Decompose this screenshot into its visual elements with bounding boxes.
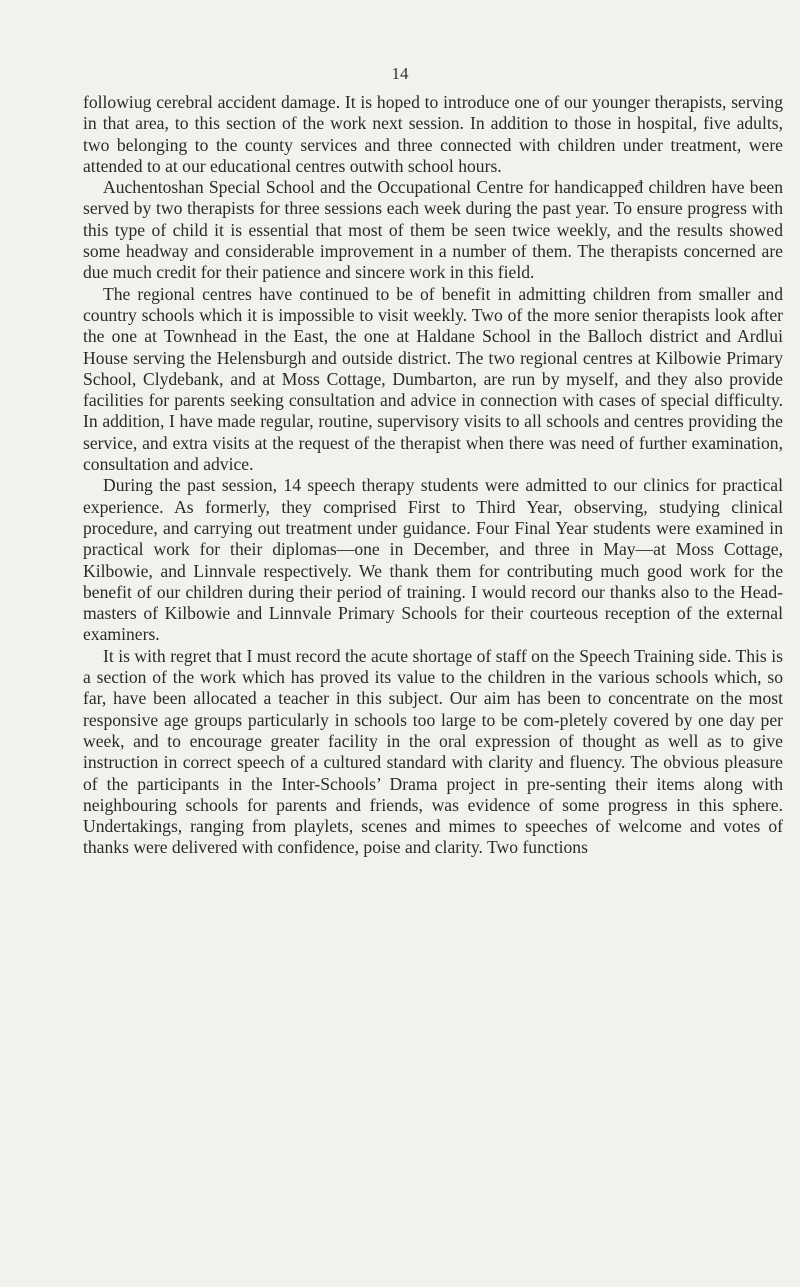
paragraph-continued: followiug cerebral accident damage. It is hoped to introduce one of our younger therapists, serving in that area, to this section of the work next session. In addition to those in hospital, five adults, two belonging to the county services and three connected with children under treatment, were attended to at our educational centres outwith school hours.: [83, 92, 783, 176]
paragraph-regional-centres: The regional centres have continued to be of benefit in admitting children from smaller and country schools which it is impossible to visit weekly. Two of the more senior therapists look after the one at Townhead in the East, the one at Haldane School in the Balloch district and Ardlui House serving the Helensburgh and outside district. The two regional centres at Kilbowie Primary School, Clydebank, and at Moss Cottage, Dumbarton, are run by myself, and they also provide facilities for parents seeking consultation and advice in connection with cases of special difficulty. In addition, I have made regular, routine, supervisory visits to all schools and centres providing the service, and extra visits at the request of the therapist when there was need of further examination, consultation and advice.: [83, 283, 783, 475]
paragraph-speech-training: It is with regret that I must record the acute shortage of staff on the Speech Training side. This is a section of the work which has proved its value to the children in the various schools which, so far, have been allocated a teacher in this subject. Our aim has been to concentrate on the most responsive age groups particularly in schools too large to be com-pletely covered by one day per week, and to encourage greater facility in the oral expression of thought as well as to give instruction in correct speech of a cultured standard with clarity and fluency. The obvious pleasure of the participants in the Inter-Schools’ Drama project in pre-senting their items along with neighbouring schools for parents and friends, was evidence of some progress in this sphere. Undertakings, ranging from playlets, scenes and mimes to speeches of welcome and votes of thanks were delivered with confidence, poise and clarity. Two functions: [83, 645, 783, 858]
body-text: [83, 92, 783, 859]
paragraph-auchentoshan: Auchentoshan Special School and the Occupational Centre for handicappeđ children have been served by two therapists for three sessions each week during the past year. To ensure progress with this type of child it is essential that most of them be seen twice weekly, and the results showed some headway and considerable improvement in a number of them. The therapists concerned are due much credit for their patience and sincere work in this field.: [83, 177, 783, 283]
page-number: 14: [391, 64, 409, 83]
paragraph-students: During the past session, 14 speech therapy students were admitted to our clinics for practical experience. As formerly, they comprised First to Third Year, observing, studying clinical procedure, and carrying out treatment under guidance. Four Final Year students were examined in practical work for their diplomas—one in December, and three in May—at Moss Cottage, Kilbowie, and Linnvale respectively. We thank them for contributing much good work for the benefit of our children during their period of training. I would record our thanks also to the Head-masters of Kilbowie and Linnvale Primary Schools for their courteous reception of the external examiners.: [83, 475, 783, 645]
